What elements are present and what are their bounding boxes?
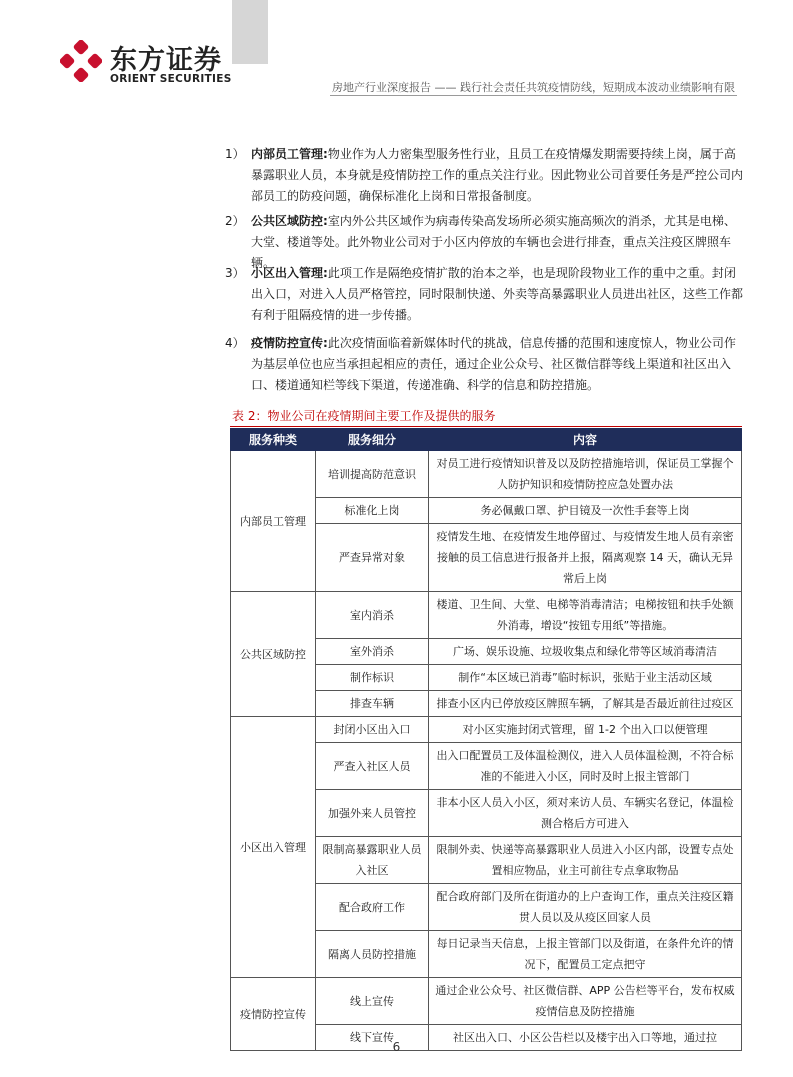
table-row [231,717,742,743]
paragraph-number: 2） [225,214,245,228]
content-cell: 非本小区人员入小区，须对来访人员、车辆实名登记，体温检测合格后方可进入 [429,790,742,837]
header-content: 内容 [429,429,742,451]
subcategory-cell: 培训提高防范意识 [316,451,429,498]
table-caption: 表 2：物业公司在疫情期间主要工作及提供的服务 [232,409,496,423]
paragraph-number: 3） [225,266,245,280]
subcategory-cell: 排查车辆 [316,691,429,717]
content-cell: 通过企业公众号、社区微信群、APP 公告栏等平台，发布权威疫情信息及防控措施 [429,978,742,1025]
subcategory-cell: 严查异常对象 [316,524,429,592]
brand-name-en: ORIENT SECURITIES [110,73,232,85]
content-cell: 社区出入口、小区公告栏以及楼宇出入口等地，通过拉 [429,1025,742,1051]
paragraph-3 [225,263,743,326]
content-cell: 配合政府部门及所在街道办的上户查询工作，重点关注疫区籍贯人员以及从疫区回家人员 [429,884,742,931]
header-category: 服务种类 [231,429,316,451]
header-subcategory: 服务细分 [316,429,429,451]
subcategory-cell: 线下宣传 [316,1025,429,1051]
subcategory-cell: 严查入社区人员 [316,743,429,790]
content-cell: 疫情发生地、在疫情发生地停留过、与疫情发生地人员有亲密接触的员工信息进行报备并上报，隔离观察 14 天，确认无异常后上岗 [429,524,742,592]
orient-securities-logo-icon [60,40,102,82]
paragraph-body: 室内外公共区域作为病毒传染高发场所必须实施高频次的消杀，尤其是电梯、大堂、楼道等处。此外物业公司对于小区内停放的车辆也会进行排查，重点关注疫区牌照车辆。 [251,214,736,270]
paragraph-title: 疫情防控宣传: [251,336,328,350]
table-row [231,451,742,498]
content-cell: 对员工进行疫情知识普及以及防控措施培训，保证员工掌握个人防护知识和疫情防控应急处置办法 [429,451,742,498]
content-cell: 排查小区内已停放疫区牌照车辆，了解其是否最近前往过疫区 [429,691,742,717]
subcategory-cell: 室内消杀 [316,592,429,639]
paragraph-number: 1） [225,147,245,161]
paragraph-body: 此项工作是隔绝疫情扩散的治本之举，也是现阶段物业工作的重中之重。封闭出入口，对进入人员严格管控，同时限制快递、外卖等高暴露职业人员进出社区，这些工作都有利于阻隔疫情的进一步传播。 [251,266,744,322]
page-number: 6 [392,1040,401,1054]
header-gray-tab [232,0,268,64]
paragraph-body: 此次疫情面临着新媒体时代的挑战，信息传播的范围和速度惊人，物业公司作为基层单位也应当承担起相应的责任，通过企业公众号、社区微信群等线上渠道和社区出入口、楼道通知栏等线下渠道，传递准确、科学的信息和防控措施。 [251,336,736,392]
table-header-row [231,429,742,451]
subcategory-cell: 限制高暴露职业人员入社区 [316,837,429,884]
subcategory-cell: 制作标识 [316,665,429,691]
brand-name-cn: 东方证券 [110,45,222,76]
table-row [231,592,742,639]
paragraph-1 [225,144,743,207]
subcategory-cell: 标准化上岗 [316,498,429,524]
table-caption-rule [230,426,742,427]
category-cell: 内部员工管理 [231,451,316,592]
paragraph-title: 内部员工管理: [251,147,328,161]
category-cell: 疫情防控宣传 [231,978,316,1051]
subcategory-cell: 封闭小区出入口 [316,717,429,743]
paragraph-title: 公共区域防控: [251,214,328,228]
subcategory-cell: 室外消杀 [316,639,429,665]
subcategory-cell: 线上宣传 [316,978,429,1025]
content-cell: 楼道、卫生间、大堂、电梯等消毒清洁；电梯按钮和扶手处额外消毒，增设“按钮专用纸”等措施。 [429,592,742,639]
content-cell: 广场、娱乐设施、垃圾收集点和绿化带等区域消毒清洁 [429,639,742,665]
header-divider [330,95,737,96]
paragraph-4 [225,333,743,396]
content-cell: 对小区实施封闭式管理，留 1-2 个出入口以便管理 [429,717,742,743]
paragraph-number: 4） [225,336,245,350]
table-row [231,978,742,1025]
services-table [230,428,742,1051]
category-cell: 公共区域防控 [231,592,316,717]
content-cell: 务必佩戴口罩、护目镜及一次性手套等上岗 [429,498,742,524]
content-cell: 出入口配置员工及体温检测仪，进入人员体温检测，不符合标准的不能进入小区，同时及时上报主管部门 [429,743,742,790]
paragraph-body: 物业作为人力密集型服务性行业，且员工在疫情爆发期需要持续上岗，属于高暴露职业人员，本身就是疫情防控工作的重点关注行业。因此物业公司首要任务是严控公司内部员工的防疫问题，确保标准化上岗和日常报备制度。 [251,147,744,203]
content-cell: 限制外卖、快递等高暴露职业人员进入小区内部，设置专点处置相应物品，业主可前往专点拿取物品 [429,837,742,884]
report-header: 房地产行业深度报告 —— 践行社会责任共筑疫情防线，短期成本波动业绩影响有限 [332,81,735,94]
content-cell: 制作“本区域已消毒”临时标识，张贴于业主活动区域 [429,665,742,691]
paragraph-title: 小区出入管理: [251,266,328,280]
subcategory-cell: 加强外来人员管控 [316,790,429,837]
subcategory-cell: 隔离人员防控措施 [316,931,429,978]
category-cell: 小区出入管理 [231,717,316,978]
subcategory-cell: 配合政府工作 [316,884,429,931]
content-cell: 每日记录当天信息，上报主管部门以及街道，在条件允许的情况下，配置员工定点把守 [429,931,742,978]
